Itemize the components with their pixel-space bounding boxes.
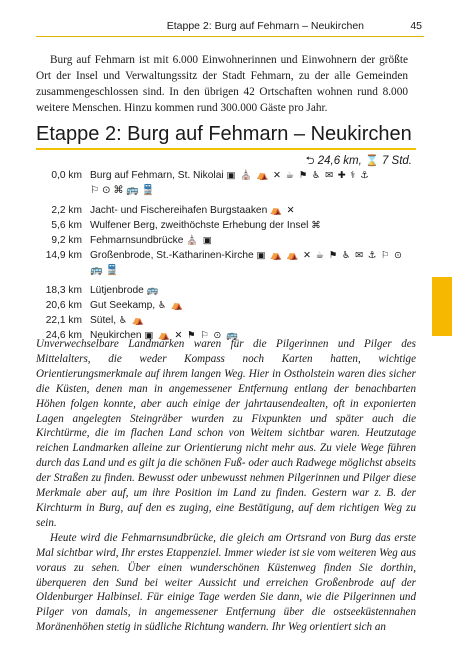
place-name: Fehmarnsundbrücke bbox=[90, 235, 184, 246]
route-table bbox=[36, 168, 416, 343]
route-row bbox=[36, 203, 416, 218]
route-row bbox=[36, 218, 416, 233]
amenity-icons: ⛺ ✕ bbox=[270, 205, 296, 216]
place-name: Sütel, bbox=[90, 315, 117, 326]
place-name: Wulfener Berg, zweithöchste Erhebung der Insel bbox=[90, 220, 309, 231]
route-km: 20,6 km bbox=[45, 300, 82, 311]
place-name: Jacht- und Fischereihafen Burgstaaken bbox=[90, 205, 268, 216]
route-place bbox=[90, 168, 416, 183]
duration: 7 Std. bbox=[381, 155, 412, 167]
route-row bbox=[36, 168, 416, 183]
route-km: 9,2 km bbox=[51, 235, 82, 246]
place-name: Lütjenbrode bbox=[90, 285, 144, 296]
place-name: Großenbrode, St.-Katharinen-Kirche bbox=[90, 250, 254, 261]
route-row bbox=[36, 283, 416, 298]
route-place bbox=[90, 248, 416, 263]
amenity-icons: ⚐ ⊙ ⌘ 🚌 🚆 bbox=[90, 185, 155, 196]
chapter-tab-marker bbox=[432, 277, 452, 336]
amenity-icons: 🚌 bbox=[146, 285, 160, 296]
route-km: 24,6 km bbox=[45, 330, 82, 341]
body-text bbox=[36, 337, 416, 635]
route-km: 2,2 km bbox=[51, 205, 82, 216]
amenity-icons: ▣ ⛺ ⛺ ✕ ☕ ⚑ ♿ ✉ ⚓ ⚐ ⊙ bbox=[256, 250, 403, 261]
route-row-continued bbox=[36, 183, 416, 198]
route-row bbox=[36, 298, 416, 313]
amenity-icons: ▣ ⛺ ✕ ⚑ ⚐ ⊙ 🚌 bbox=[144, 330, 239, 341]
route-place bbox=[90, 203, 416, 218]
route-km: 0,0 km bbox=[51, 170, 82, 181]
route-row bbox=[36, 313, 416, 328]
route-place bbox=[90, 313, 416, 328]
page-number: 45 bbox=[410, 20, 422, 32]
place-name: Neukirchen bbox=[90, 330, 142, 341]
route-km: 22,1 km bbox=[45, 315, 82, 326]
route-km: 18,3 km bbox=[45, 285, 82, 296]
route-row-continued bbox=[36, 263, 416, 278]
body-paragraph: Unverwechselbare Landmarken waren für die Pilgerinnen und Pilger des Mittelalters, die weder Kompass noch Karten hatten, wichtige Orientierungsmerkmale auf ihrem langen Weg. Hier in Ostholstein waren dies sicher die Küsten, denen man in angemessener Entfernung entlang der benachbarten Höhen folgen konnte, aber auch einige der jahrtausendealten, oft in exponierten Lagen angelegten Steingräber wurden zu Fixpunkten und später auch die Kirchtürme, die im flachen Land schon von Weitem sichtbar waren. Heutzutage reichen Landmarken alleine zur Orientierung nicht mehr aus. Zu viele Wege führen durch das Land und es gilt ja die schönen Fuß- oder auch Radwege möglichst abseits der Straßen zu finden. Bewusst oder unbewusst nehmen Pilgerinnen und Pilger diese Merkmale aber auf, um ihre Position im Land zu finden. Gestern war z. B. der Kirchturm in Burg, auf den es zuging, eine Bestätigung, auf dem richtigen Weg zu sein. bbox=[36, 338, 416, 529]
route-place bbox=[90, 218, 416, 233]
amenity-icons: ♿ ⛺ bbox=[157, 300, 184, 311]
running-title: Etappe 2: Burg auf Fehmarn – Neukirchen bbox=[166, 20, 364, 32]
intro-paragraph: Burg auf Fehmarn ist mit 6.000 Einwohnerinnen und Einwohnern der größte Ort der Insel und Verwaltungssitz der Stadt Fehmarn, zu der alle Gemeinden zusammengeschlossen sind. In den übrigen 42 Ortschaften wohnen rund 8.000 weitere Menschen. Hinzu kommen rund 300.000 Gäste pro Jahr. bbox=[36, 54, 408, 114]
hourglass-icon: ⌛ bbox=[365, 155, 379, 167]
route-place bbox=[90, 283, 416, 298]
place-name: Burg auf Fehmarn, St. Nikolai bbox=[90, 170, 224, 181]
amenity-icons: ⛪ ▣ bbox=[186, 235, 213, 246]
route-place bbox=[90, 298, 416, 313]
amenity-icons: 🚌 🚆 bbox=[90, 265, 119, 276]
route-km: 14,9 km bbox=[45, 250, 82, 261]
route-icon: ⮌ bbox=[305, 155, 315, 167]
amenity-icons: ♿ ⛺ bbox=[118, 315, 145, 326]
body-paragraph: Heute wird die Fehmarnsundbrücke, die gleich am Ortsrand von Burg das erste Mal sichtbar wird, Ihr erstes Etappenziel. Immer wieder ist sie vom weiteren Weg aus voraus zu sehen. Über einen wunderschönen Küstenweg finden Sie dorthin, überqueren den Sund bei weiter Aussicht und erreichen Großenbrode auf der Oldenburger Halbinsel. Für einige Tage werden Sie dann, wie die Pilgerinnen und Pilger von damals, in angemessener Entfernung über die ostseeküstennahen Moränenhöhen stetig in südliche Richtung wandern. Ihr Weg orientiert sich an bbox=[36, 531, 416, 634]
route-row bbox=[36, 248, 416, 263]
amenity-icons: ▣ ⛪ ⛺ ✕ ☕ ⚑ ♿ ✉ ✚ ⚕ ⚓ bbox=[226, 170, 370, 181]
running-header bbox=[36, 18, 424, 37]
route-place bbox=[90, 233, 416, 248]
amenity-icons: ⌘ bbox=[311, 220, 322, 231]
stage-title: Etappe 2: Burg auf Fehmarn – Neukirchen bbox=[36, 122, 416, 150]
place-name: Gut Seekamp, bbox=[90, 300, 156, 311]
route-row bbox=[36, 233, 416, 248]
route-km: 5,6 km bbox=[51, 220, 82, 231]
distance: 24,6 km, bbox=[317, 155, 362, 167]
